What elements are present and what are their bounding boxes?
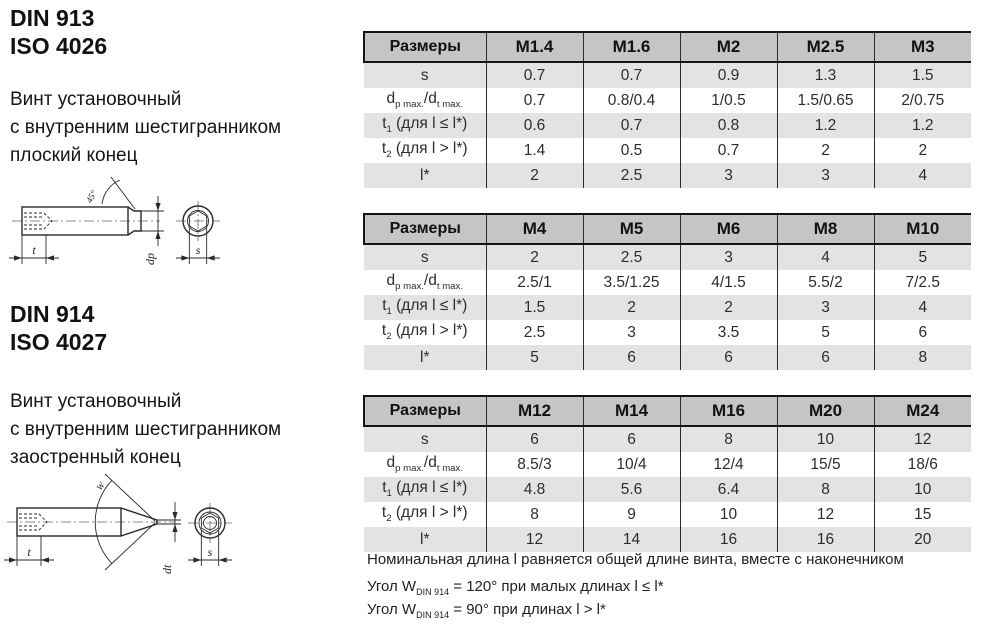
dimension-value: 5 [874,244,971,270]
size-column-header: M2.5 [777,32,874,62]
size-column-header: M3 [874,32,971,62]
cone-point-set-screw-drawing [3,466,243,591]
dimension-table-m1_4-m3 [363,31,971,188]
standard-line: ISO 4026 [10,33,108,59]
table-row [364,244,971,270]
dimension-value: 5 [777,320,874,345]
dimension-value: 6 [583,426,680,452]
standard-line: DIN 914 [10,301,95,327]
dimension-value: 20 [874,527,971,552]
dimension-value: 2 [874,138,971,163]
table-row [364,88,971,113]
dimension-table-m4-m10 [363,213,971,370]
dimension-value: 1.2 [777,113,874,138]
description-line: плоский конец [10,145,138,166]
dimension-value: 16 [680,527,777,552]
size-column-header: M5 [583,214,680,244]
description-line: Винт установочный [10,391,182,412]
dimension-value: 10 [680,502,777,527]
row-label: l* [364,527,486,552]
dimension-value: 3 [777,163,874,188]
dimension-value: 3.5/1.25 [583,270,680,295]
dimension-value: 8 [777,477,874,502]
table-row [364,502,971,527]
dimension-value: 4.8 [486,477,583,502]
dimension-value: 4 [874,163,971,188]
table-corner-label: Размеры [364,214,486,244]
table-row [364,138,971,163]
dimension-value: 0.8 [680,113,777,138]
dim-t-label: t [27,545,31,559]
dimension-value: 16 [777,527,874,552]
dimension-value: 4 [777,244,874,270]
size-column-header: M10 [874,214,971,244]
dimension-value: 0.7 [486,62,583,88]
table-row [364,426,971,452]
dimension-value: 8 [486,502,583,527]
standard-heading-din913 [10,4,107,60]
dimension-value: 1/0.5 [680,88,777,113]
row-label: $t_2$ (для l > l*) [381,140,468,161]
description-line: с внутренним шестигранником [10,419,282,440]
note-nominal-length: Номинальная длина l равняется общей длине винта, вместе с наконечником [367,551,904,568]
dimension-value: 6 [777,345,874,370]
table-row [364,295,971,320]
size-column-header: M12 [486,396,583,426]
table-row [364,477,971,502]
dimension-value: 10 [874,477,971,502]
dim-dt-label: dt [160,564,174,574]
row-label: l* [364,163,486,188]
dimension-table-m12-m24 [363,395,971,552]
dimension-value: 6.4 [680,477,777,502]
dimension-value: 2 [680,295,777,320]
description-line: Винт установочный [10,89,182,110]
dimension-value: 1.5 [486,295,583,320]
table-header-row [364,32,971,62]
dimension-value: 0.7 [486,88,583,113]
dimension-value: 2.5 [583,163,680,188]
table-header-row [364,214,971,244]
table-row [364,527,971,552]
row-label: s [364,62,486,88]
standard-heading-din914 [10,300,107,356]
dimension-value: 18/6 [874,452,971,477]
row-label: $t_2$ (для l > l*) [381,504,468,525]
dimension-value: 2 [486,163,583,188]
row-label: $t_1$ (для l ≤ l*) [364,295,486,320]
description-line: заостренный конец [10,447,181,468]
table-row [364,163,971,188]
dimension-value: 10/4 [583,452,680,477]
dimension-value: 6 [583,345,680,370]
table-row [364,113,971,138]
dimension-value: 1.2 [874,113,971,138]
dimension-value: 2/0.75 [874,88,971,113]
table-row [364,320,971,345]
dimension-value: 3 [680,163,777,188]
dimension-value: 0.7 [583,62,680,88]
dimension-value: 0.9 [680,62,777,88]
dim-s-label: s [195,243,201,257]
size-column-header: M1.4 [486,32,583,62]
dimension-value: 1.5 [874,62,971,88]
dimension-value: 0.7 [680,138,777,163]
dimension-value: 6 [680,345,777,370]
size-column-header: M24 [874,396,971,426]
size-column-header: M14 [583,396,680,426]
dim-dp-label: dp [143,253,157,265]
row-label: $d_{p max.}/d_{t max.}$ [386,272,463,293]
dimension-value: 15 [874,502,971,527]
angle-label: 45° [83,188,99,205]
size-column-header: M1.6 [583,32,680,62]
flat-point-set-screw-drawing [8,168,233,286]
description-line: с внутренним шестигранником [10,117,282,138]
size-column-header: M20 [777,396,874,426]
standard-line: ISO 4027 [10,329,108,355]
size-column-header: M16 [680,396,777,426]
dimension-value: 2.5 [583,244,680,270]
dimension-value: 3 [583,320,680,345]
dimension-value: 0.6 [486,113,583,138]
dimension-value: 1.5/0.65 [777,88,874,113]
dimension-value: 14 [583,527,680,552]
dimension-value: 3.5 [680,320,777,345]
dimension-value: 7/2.5 [874,270,971,295]
dimension-value: 9 [583,502,680,527]
description-din913 [10,86,281,170]
dimension-value: 8 [874,345,971,370]
dimension-value: 6 [874,320,971,345]
dimension-value: 2 [583,295,680,320]
dimension-value: 8 [680,426,777,452]
dimension-value: 12 [777,502,874,527]
table-row [364,270,971,295]
size-column-header: M6 [680,214,777,244]
dimension-value: 2 [777,138,874,163]
dimension-value: 0.7 [583,113,680,138]
row-label: $d_{p max.}/d_{t max.}$ [386,454,463,475]
dimension-value: 2 [486,244,583,270]
note-angle-120: Угол $W_{DIN 914} = 120^\circ$ при малых длинах l ≤ l* [367,578,664,597]
row-label: $d_{p max.}/d_{t max.}$ [386,90,463,111]
row-label: s [364,244,486,270]
table-corner-label: Размеры [364,396,486,426]
row-label: $t_1$ (для l ≤ l*) [364,477,486,502]
dimension-value: 3 [777,295,874,320]
table-row [364,62,971,88]
table-header-row [364,396,971,426]
dimension-value: 12 [486,527,583,552]
dimension-value: 12/4 [680,452,777,477]
table-row [364,345,971,370]
dimension-value: 5.5/2 [777,270,874,295]
dimension-value: 3 [680,244,777,270]
dimension-value: 8.5/3 [486,452,583,477]
row-label: s [364,426,486,452]
dimension-value: 4 [874,295,971,320]
dimension-value: 0.8/0.4 [583,88,680,113]
dimension-value: 5 [486,345,583,370]
dimension-value: 2.5/1 [486,270,583,295]
dimension-value: 2.5 [486,320,583,345]
dimension-value: 1.3 [777,62,874,88]
dim-t-label: t [32,243,36,257]
dimension-value: 15/5 [777,452,874,477]
dimension-value: 1.4 [486,138,583,163]
table-corner-label: Размеры [364,32,486,62]
size-column-header: M2 [680,32,777,62]
description-din914 [10,388,281,472]
standard-line: DIN 913 [10,5,95,31]
dim-s-label: s [207,545,213,559]
row-label: l* [364,345,486,370]
angle-label: W [94,480,107,493]
dimension-value: 5.6 [583,477,680,502]
row-label: $t_1$ (для l ≤ l*) [364,113,486,138]
size-column-header: M8 [777,214,874,244]
row-label: $t_2$ (для l > l*) [381,322,468,343]
dimension-value: 0.5 [583,138,680,163]
table-row [364,452,971,477]
dimension-value: 10 [777,426,874,452]
size-column-header: M4 [486,214,583,244]
dimension-value: 6 [486,426,583,452]
dimension-value: 12 [874,426,971,452]
dimension-value: 4/1.5 [680,270,777,295]
note-angle-90: Угол $W_{DIN 914} = 90^\circ$ при длинах l > l* [367,601,606,620]
